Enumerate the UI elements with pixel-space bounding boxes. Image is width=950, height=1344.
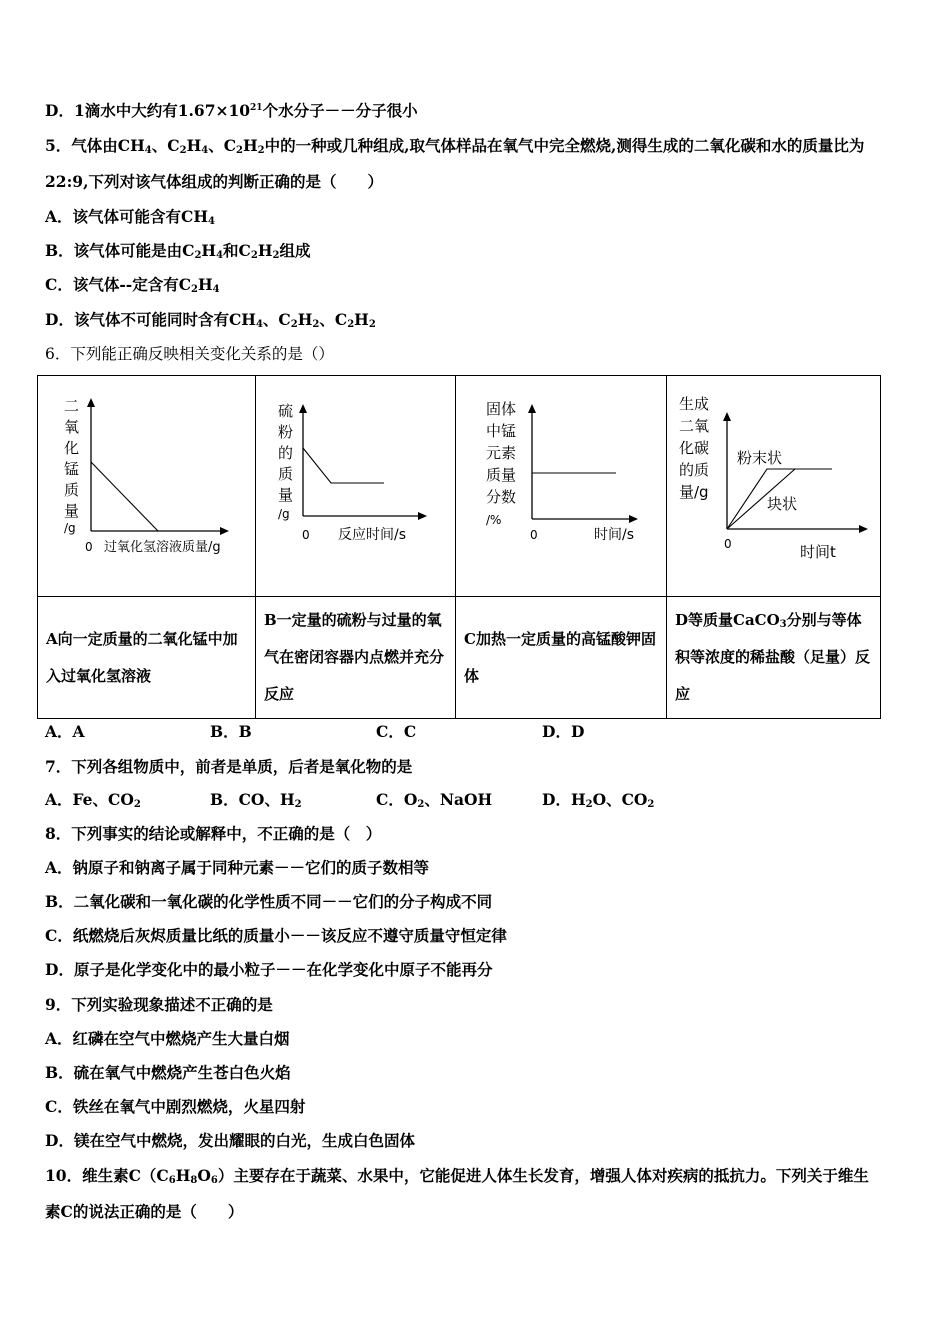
y-label-line: 中锰	[486, 422, 517, 440]
q8-option-c: C．纸燃烧后灰烬质量比纸的质量小－－该反应不遵守质量守恒定律	[45, 926, 507, 945]
curve-label-powder: 粉末状	[737, 449, 783, 467]
q6-option-a: A．A	[45, 722, 85, 741]
y-label-char: 量	[278, 486, 294, 504]
caption-a: A向一定质量的二氧化锰中加入过氧化氢溶液	[38, 597, 256, 719]
y-label-line: 固体	[486, 400, 517, 418]
y-label-char: 二	[64, 397, 80, 415]
q4-option-d	[45, 101, 418, 121]
q5-option-a: A．该气体可能含有$CH_4$	[45, 207, 215, 227]
x-label: 时间/s	[594, 527, 635, 543]
data-line	[91, 462, 158, 531]
x-axis-arrow	[629, 515, 638, 523]
y-label-char: 锰	[64, 460, 80, 478]
origin-label: 0	[724, 537, 732, 551]
x-axis-arrow	[418, 512, 427, 520]
y-label-char: 氧	[64, 418, 80, 436]
graph-cell-b	[256, 376, 456, 597]
curve-label-block: 块状	[767, 495, 798, 513]
q10-stem: 10．维生素$C(C_6H_8O_6)$主要存在于蔬菜、水果中，它能促进人体生长发育，增强人体对疾病的抵抗力。下列关于维生	[45, 1166, 869, 1186]
q7-option-c: C．$O_2$、NaOH	[376, 790, 493, 810]
q6-graph-table	[37, 375, 881, 719]
q6-option-b: B．B	[210, 722, 252, 741]
caption-b: B一定量的硫粉与过量的氧气在密闭容器内点燃并充分反应	[256, 597, 456, 719]
data-line	[303, 448, 384, 483]
graph-cell-d	[667, 376, 881, 597]
q8-option-b: B．二氧化碳和一氧化碳的化学性质不同－－它们的分子构成不同	[45, 892, 493, 911]
x-axis-arrow	[220, 527, 229, 535]
text: D．1滴水中大约有1.67×10	[45, 101, 251, 120]
y-unit: /g	[64, 521, 76, 535]
superscript: 21	[250, 103, 263, 113]
q7-option-d: D．$H_2O$、$CO_2$	[542, 790, 655, 810]
q6-option-c: C．C	[376, 722, 417, 741]
y-label-line: 量/g	[679, 483, 709, 501]
q6-option-d: D．D	[542, 722, 585, 741]
q9-option-b: B．硫在氧气中燃烧产生苍白色火焰	[45, 1063, 291, 1082]
y-label-line: 二氧	[679, 417, 710, 435]
q9-option-c: C．铁丝在氧气中剧烈燃烧，火星四射	[45, 1097, 306, 1116]
y-unit: /%	[486, 513, 502, 527]
y-label-char: 质	[278, 465, 294, 483]
y-axis-arrow	[299, 404, 307, 413]
origin-label: 0	[85, 540, 93, 554]
y-label-char: 的	[278, 444, 294, 462]
x-label: 时间t	[800, 543, 836, 561]
q5-stem: 5．气体由$CH_4$、$C_2H_4$、$C_2H_2$中的一种或几种组成,取气体样品在氧气中完全燃烧,测得生成的二氧化碳和水的质量比为	[45, 136, 865, 156]
y-label-char: 粉	[278, 423, 294, 441]
caption-d: D等质量CaCO$_3$分别与等体积等浓度的稀盐酸（足量）反应	[667, 597, 881, 719]
y-label-line: 生成	[679, 395, 710, 413]
y-label-char: 硫	[278, 402, 294, 420]
q6-stem: 6．下列能正确反映相关变化关系的是（）	[45, 345, 334, 363]
graph-c	[456, 376, 667, 596]
graph-b	[256, 376, 456, 596]
y-axis-arrow	[87, 398, 95, 407]
y-axis-arrow	[723, 412, 731, 421]
graph-cell-a	[38, 376, 256, 597]
x-axis-arrow	[859, 525, 868, 533]
graph-d	[667, 376, 881, 596]
y-label-line: 质量	[486, 466, 517, 484]
q7-option-b: B．CO、$H_2$	[210, 790, 302, 810]
q10-stem-cont: 素C的说法正确的是（ ）	[45, 1202, 244, 1221]
q7-option-a: A．Fe、$CO_2$	[45, 790, 141, 810]
y-label-char: 质	[64, 481, 80, 499]
y-label-line: 的质	[679, 461, 710, 479]
q5-option-d: D．该气体不可能同时含有$CH_4$、$C_2H_2$、$C_2H_2$	[45, 310, 376, 330]
q8-stem: 8．下列事实的结论或解释中，不正确的是（ ）	[45, 824, 382, 843]
y-label-line: 化碳	[679, 439, 710, 457]
q9-option-d: D．镁在空气中燃烧，发出耀眼的白光，生成白色固体	[45, 1131, 415, 1150]
graph-a	[38, 376, 256, 596]
origin-label: 0	[302, 528, 310, 542]
q8-option-d: D．原子是化学变化中的最小粒子－－在化学变化中原子不能再分	[45, 960, 493, 979]
caption-c: C加热一定质量的高锰酸钾固体	[456, 597, 667, 719]
y-label-char: 化	[64, 439, 80, 457]
q9-option-a: A．红磷在空气中燃烧产生大量白烟	[45, 1029, 290, 1048]
q5-stem-cont: 22:9,下列对该气体组成的判断正确的是（ ）	[45, 172, 383, 191]
y-unit: /g	[278, 507, 290, 521]
y-label-line: 分数	[486, 488, 517, 506]
graph-cell-c	[456, 376, 667, 597]
text: 个水分子－－分子很小	[262, 101, 418, 120]
y-label-line: 元素	[486, 444, 517, 462]
q9-stem: 9．下列实验现象描述不正确的是	[45, 995, 273, 1014]
origin-label: 0	[530, 528, 538, 542]
y-label-char: 量	[64, 502, 80, 520]
q5-option-b: B．该气体可能是由$C_2H_4$和$C_2H_2$组成	[45, 241, 311, 261]
q8-option-a: A．钠原子和钠离子属于同种元素－－它们的质子数相等	[45, 858, 430, 877]
x-label: 过氧化氢溶液质量/g	[104, 540, 221, 555]
q7-stem: 7．下列各组物质中，前者是单质，后者是氧化物的是	[45, 757, 413, 776]
x-label: 反应时间/s	[338, 527, 407, 543]
y-axis-arrow	[528, 404, 536, 413]
q5-option-c: C．该气体--定含有$C_2H_4$	[45, 275, 220, 295]
